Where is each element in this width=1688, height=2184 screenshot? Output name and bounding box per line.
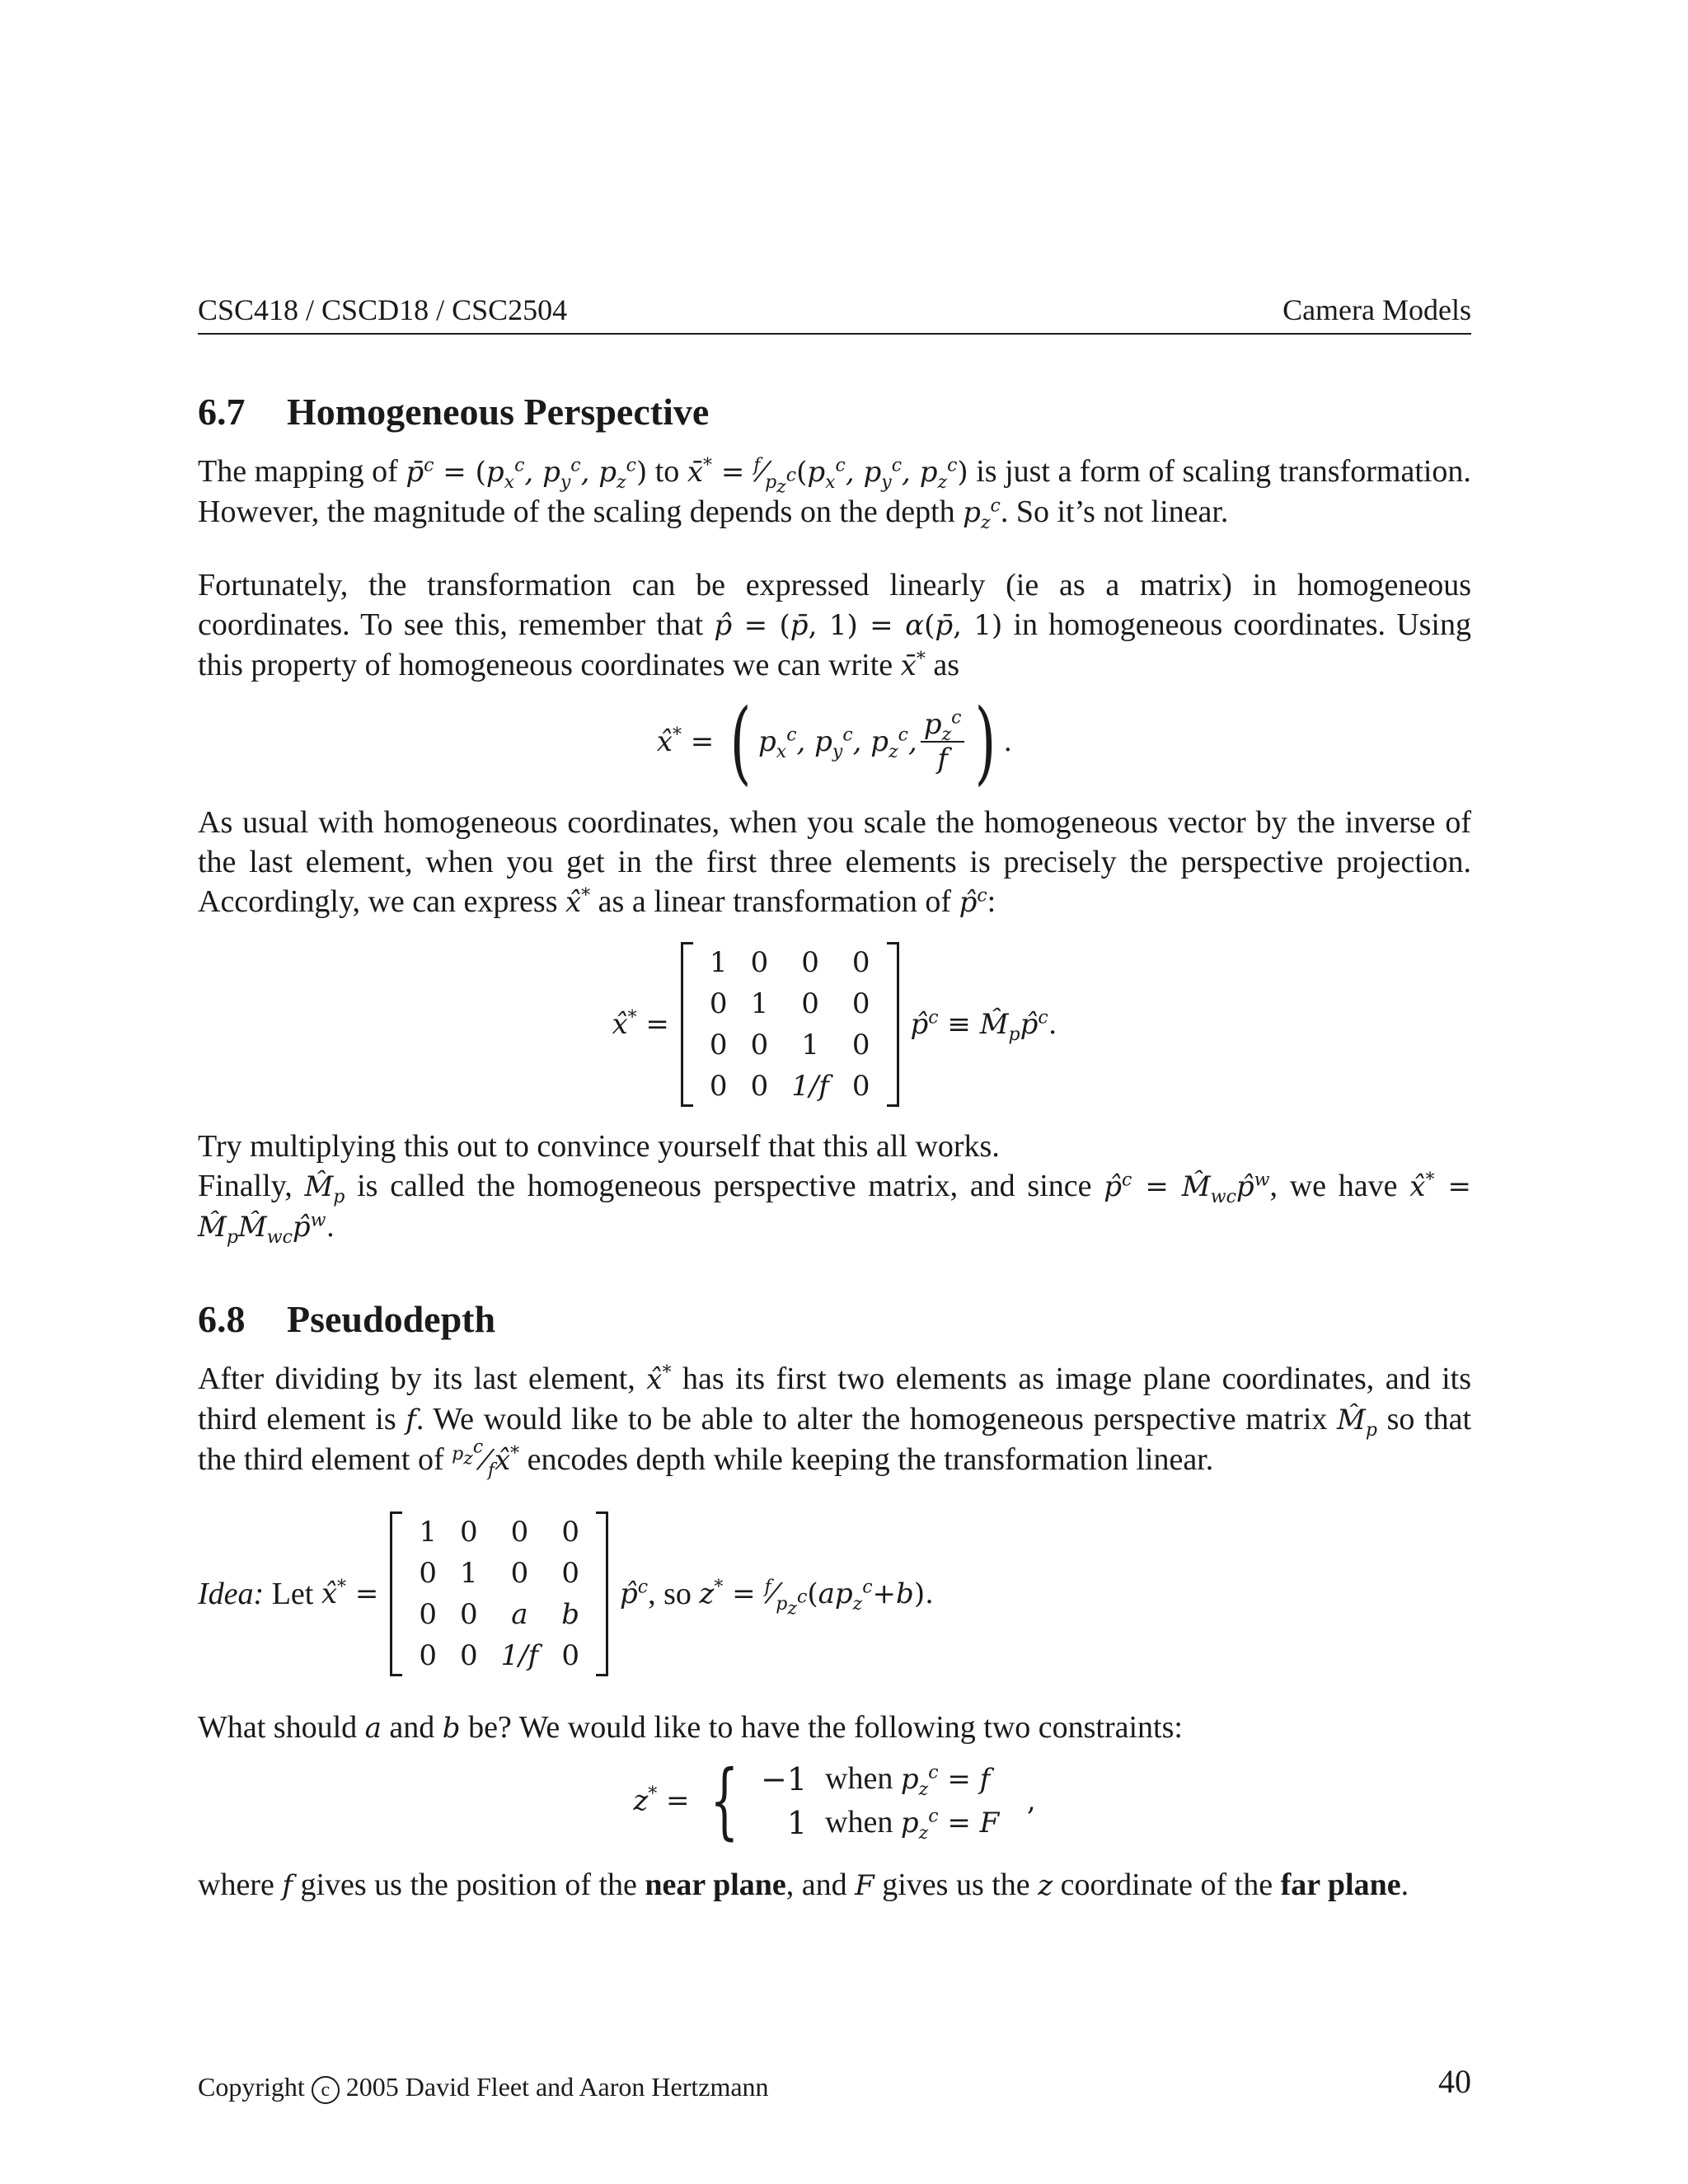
paragraph-where: where f gives us the position of the near plane, and F gives us the z coordinate of the far plane.: [198, 1868, 1409, 1902]
equation-x-hat: x̂* = ( $p_x^c$, $p_y^c$, $p_z^c$, $\frac{p_z^c}{f}$ ) .: [656, 689, 1013, 794]
perspective-matrix-cell: 0: [801, 946, 819, 979]
perspective-matrix-cell: 0: [851, 987, 870, 1020]
perspective-matrix-row: [698, 1066, 882, 1107]
perspective-matrix-cell: 0: [709, 1070, 728, 1103]
pseudodepth-matrix-cell: 0: [510, 1557, 529, 1590]
equation-idea: Idea: Let x̂* = 1 0 0 0 0 1 0 0 0 0 a b 0 0 1/f 0 p̂$^c$ , so z* = $^f⁄_{p_z^c}$ ( $ap_z^c$ + b ).: [198, 1503, 1471, 1685]
paragraph-after-dividing: After dividing by its last element, x̂* has its first two elements as image plane coordinates, and its third element is f. We would like to be able to alter the homogeneous perspective matrix $M̂_p$ so that the third element of $^{p_z^c}⁄_fx̂^*$ encodes depth while keeping the transformation linear.: [198, 1361, 1471, 1481]
pseudodepth-matrix-cell: 0: [459, 1639, 478, 1672]
course-code: CSC418 / CSCD18 / CSC2504: [198, 293, 568, 326]
chapter-title: Camera Models: [1282, 293, 1471, 326]
copyright-notice: Copyright c 2005 David Fleet and Aaron Hertzmann: [198, 2069, 769, 2105]
perspective-matrix-row: [698, 1024, 882, 1066]
perspective-matrix-cell: 0: [750, 946, 769, 979]
perspective-matrix-cell: 0: [709, 987, 728, 1020]
pseudodepth-matrix-cell: 0: [419, 1639, 437, 1672]
page-number: 40: [1438, 2063, 1471, 2100]
perspective-matrix-cell: 0: [750, 1070, 769, 1103]
pseudodepth-matrix-cell: 0: [510, 1516, 529, 1549]
pseudodepth-matrix-cell: 0: [561, 1639, 579, 1672]
perspective-matrix-cell: 1/f: [791, 1070, 829, 1103]
pseudodepth-matrix-row: [407, 1553, 591, 1594]
pseudodepth-matrix-cell: 1/f: [500, 1639, 539, 1672]
perspective-matrix-row: [698, 983, 882, 1024]
copyright-symbol-icon: c: [312, 2076, 340, 2104]
perspective-matrix-cell: 1: [709, 946, 728, 979]
perspective-matrix: [681, 942, 899, 1107]
pseudodepth-matrix-cell: 0: [419, 1598, 437, 1631]
perspective-matrix-cell: 0: [801, 987, 819, 1020]
perspective-matrix-cell: 0: [851, 946, 870, 979]
perspective-matrix-row: [698, 942, 882, 983]
pseudodepth-matrix-row: [407, 1635, 591, 1676]
pseudodepth-matrix-cell: 0: [419, 1557, 437, 1590]
perspective-matrix-cell: 0: [851, 1029, 870, 1062]
pseudodepth-matrix-cell: 1: [419, 1516, 437, 1549]
section-heading-6-7: 6.7 Homogeneous Perspective: [198, 391, 710, 433]
pseudodepth-matrix-cell: 0: [459, 1598, 478, 1631]
pseudodepth-matrix-cell: 1: [459, 1557, 478, 1590]
perspective-matrix-cell: 1: [750, 987, 769, 1020]
pseudodepth-matrix-cell: b: [561, 1598, 580, 1631]
pseudodepth-matrix-cell: 0: [561, 1557, 579, 1590]
equation-constraints: z* = { −1 when $p_z^c = f$ 1 when $p_z^c = F$ ,: [633, 1752, 1036, 1849]
pseudodepth-matrix-row: [407, 1594, 591, 1635]
header-rule: [198, 333, 1471, 335]
equation-perspective-matrix: x̂* = 1 0 0 0 0 1 0 0 0 0 1 0 0 0 1/f 0 p̂$^c$ ≡ $M̂_pp̂^c$ .: [198, 934, 1471, 1115]
pseudodepth-matrix: [390, 1511, 608, 1676]
paragraph-mapping: The mapping of p̄$^c$ = ($p_x^c$, $p_y^c$, $p_z^c$) to x̄* = $^f⁄_{p_z^c}(p_x^c$, $p_y^c$, $p_z^c$) is just a form of scaling transformation. However, the magnitude of the scaling depends on the depth $p_z^c$. So it’s not linear.: [198, 454, 1471, 533]
paragraph-finally: Finally, $M̂_p$ is called the homogeneous perspective matrix, and since p̂$^c$ = $M̂_{wc}p̂^w$, we have x̂* = $M̂_pM̂_{wc}p̂^w$.: [198, 1169, 1471, 1248]
pseudodepth-matrix-cell: a: [511, 1598, 528, 1631]
pseudodepth-matrix-cell: 0: [459, 1516, 478, 1549]
perspective-matrix-cell: 0: [709, 1029, 728, 1062]
paragraph-try: Try multiplying this out to convince yourself that this all works.: [198, 1129, 1000, 1164]
paragraph-fortunately: Fortunately, the transformation can be expressed linearly (ie as a matrix) in homogeneous coordinates. To see this, remember that p̂ = (p̄, 1) = α(p̄, 1) in homogeneous coordinates. Using this property of homogeneous coordinates we can write x̄* as: [198, 568, 1471, 682]
paragraph-as-usual: As usual with homogeneous coordinates, when you scale the homogeneous vector by the inverse of the last element, when you get in the first three elements is precisely the perspective projection. Accordingly, we can express x̂* as a linear transformation of p̂$^c$:: [198, 805, 1471, 919]
paragraph-what-should: What should a and b be? We would like to have the following two constraints:: [198, 1710, 1183, 1745]
section-heading-6-8: 6.8 Pseudodepth: [198, 1298, 496, 1340]
pseudodepth-matrix-cell: 0: [561, 1516, 579, 1549]
perspective-matrix-cell: 1: [801, 1029, 819, 1062]
content: [198, 387, 1471, 1905]
perspective-matrix-cell: 0: [750, 1029, 769, 1062]
perspective-matrix-cell: 0: [851, 1070, 870, 1103]
pseudodepth-matrix-row: [407, 1511, 591, 1553]
